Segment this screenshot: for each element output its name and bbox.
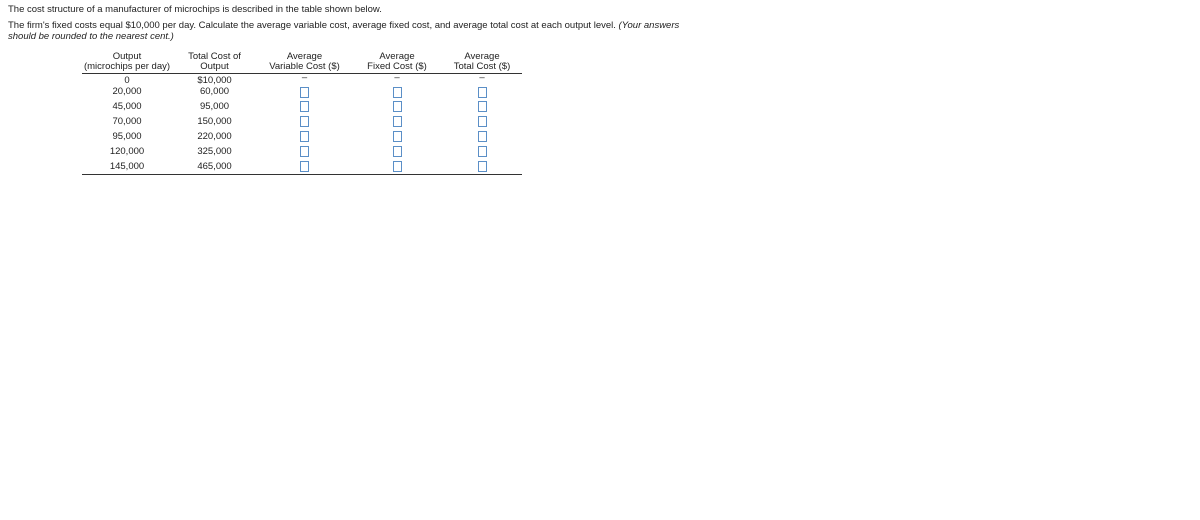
afc-dash: – <box>394 72 400 83</box>
atc-cell <box>442 159 522 175</box>
avc-cell <box>257 144 352 159</box>
header-avc <box>257 52 352 74</box>
question-intro: The cost structure of a manufacturer of microchips is described in the table shown below. <box>8 4 382 15</box>
output-cell: 95,000 <box>112 130 142 142</box>
header-atc-line1: Average <box>464 51 500 62</box>
output-cell: 70,000 <box>112 115 142 127</box>
table-row <box>82 99 522 114</box>
afc-cell <box>352 114 442 129</box>
header-avc-line2: Variable Cost ($) <box>269 61 340 72</box>
afc-input[interactable] <box>393 87 402 98</box>
instructions-text: The firm's fixed costs equal $10,000 per day. Calculate the average variable cost, average fixed cost, and average total cost at each output level. <box>8 20 619 31</box>
output-cell: 120,000 <box>109 145 145 157</box>
cost-table <box>82 52 522 175</box>
table-row <box>82 74 522 87</box>
afc-cell <box>352 99 442 114</box>
avc-cell <box>257 114 352 129</box>
atc-cell <box>442 144 522 159</box>
header-afc-line2: Fixed Cost ($) <box>367 61 427 72</box>
output-cell: 45,000 <box>112 100 142 112</box>
afc-input[interactable] <box>393 146 402 157</box>
afc-input[interactable] <box>393 131 402 142</box>
atc-cell <box>442 129 522 144</box>
total-cost-cell: $10,000 <box>197 74 232 86</box>
avc-cell <box>257 159 352 175</box>
total-cost-cell: 60,000 <box>199 86 230 98</box>
total-cost-cell: 95,000 <box>199 100 230 112</box>
header-total-cost <box>172 52 257 74</box>
atc-cell <box>442 99 522 114</box>
avc-cell <box>257 129 352 144</box>
atc-input[interactable] <box>478 101 487 112</box>
header-afc-line1: Average <box>379 51 415 62</box>
header-atc-line2: Total Cost ($) <box>453 61 511 72</box>
afc-cell <box>352 86 442 99</box>
table-row <box>82 86 522 99</box>
total-cost-cell: 325,000 <box>197 145 232 157</box>
atc-cell <box>442 86 522 99</box>
total-cost-cell: 150,000 <box>197 115 232 127</box>
avc-input[interactable] <box>300 116 309 127</box>
output-cell: 145,000 <box>82 159 172 175</box>
afc-cell <box>352 144 442 159</box>
header-atc <box>442 52 522 74</box>
table-row <box>82 144 522 159</box>
table-row <box>82 129 522 144</box>
header-output-line1: Output <box>112 51 142 62</box>
avc-input[interactable] <box>300 161 309 172</box>
avc-dash: – <box>301 72 308 83</box>
table-header-row <box>82 52 522 74</box>
instructions-note-part1: (Your answers <box>618 20 680 31</box>
avc-input[interactable] <box>300 146 309 157</box>
atc-input[interactable] <box>478 116 487 127</box>
header-afc <box>352 52 442 74</box>
header-total-cost-line2: Output <box>200 61 229 72</box>
afc-input[interactable] <box>393 116 402 127</box>
header-total-cost-line1: Total Cost of <box>188 51 241 62</box>
afc-input[interactable] <box>393 161 402 172</box>
total-cost-cell: 220,000 <box>197 130 232 142</box>
avc-input[interactable] <box>300 131 309 142</box>
atc-input[interactable] <box>478 161 487 172</box>
atc-input[interactable] <box>478 131 487 142</box>
avc-cell <box>257 86 352 99</box>
afc-input[interactable] <box>393 101 402 112</box>
atc-cell <box>442 114 522 129</box>
instructions-note-part2: should be rounded to the nearest cent.) <box>8 30 174 42</box>
avc-input[interactable] <box>300 87 309 98</box>
avc-input[interactable] <box>300 101 309 112</box>
avc-cell <box>257 99 352 114</box>
atc-input[interactable] <box>478 146 487 157</box>
table-row <box>82 159 522 175</box>
table-row <box>82 114 522 129</box>
afc-cell <box>352 159 442 175</box>
atc-input[interactable] <box>478 87 487 98</box>
afc-cell <box>352 129 442 144</box>
output-cell: 20,000 <box>112 86 142 98</box>
question-instructions <box>8 21 679 42</box>
total-cost-cell: 465,000 <box>172 159 257 175</box>
header-output-line2: (microchips per day) <box>83 61 171 72</box>
header-avc-line1: Average <box>286 51 323 62</box>
header-output <box>82 52 172 74</box>
atc-dash: – <box>479 72 485 83</box>
output-cell: 0 <box>124 74 130 86</box>
